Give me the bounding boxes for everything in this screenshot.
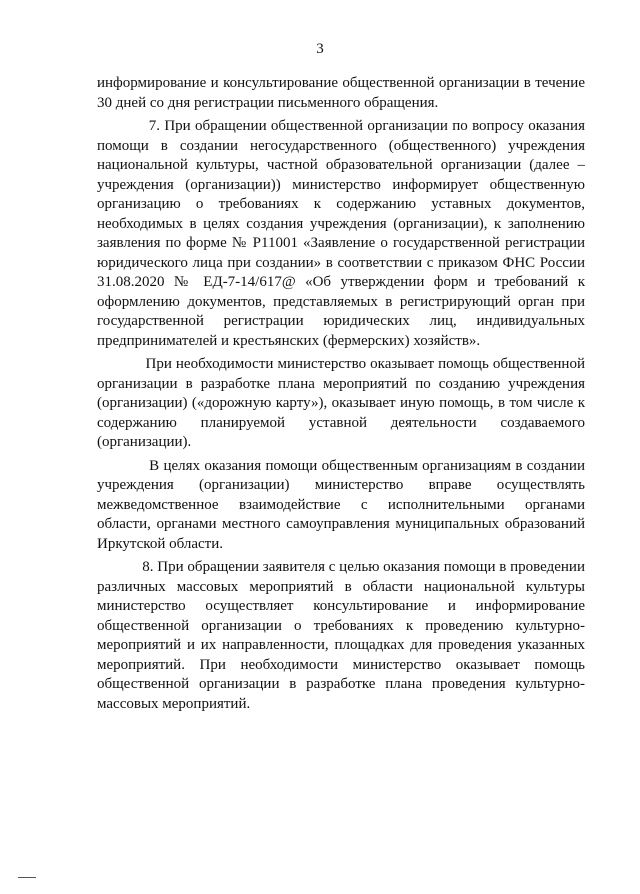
paragraph (97, 117, 585, 351)
text-line: Иркутской области. (97, 535, 223, 552)
paragraph (97, 355, 585, 453)
text-line: 31.08.2020 № ЕД-7-14/617@ «Об утверждении форм и требований к (97, 274, 585, 290)
text-line: В целях оказания помощи общественным организациям в создании (97, 457, 585, 474)
text-line: общественной организации о требованиях к проведению культурно- (97, 617, 585, 634)
text-line: различных массовых мероприятий в области национальной культуры (97, 578, 585, 595)
text-line: массовых мероприятий. (97, 695, 251, 712)
text-line: 30 дней со дня регистрации письменного обращения. (97, 94, 439, 111)
text-line: министерство осуществляет консультирование и информирование (97, 598, 585, 614)
text-line: учреждения (организации)) министерство информирует общественную (97, 176, 585, 193)
text-line: предпринимателей и крестьянских (фермерских) хозяйств». (97, 332, 481, 349)
paragraph (97, 74, 585, 113)
text-line: содержанию планируемой уставной деятельности создаваемого (97, 414, 585, 431)
text-line: юридического лица при создании» в соответствии с приказом ФНС России (97, 254, 585, 271)
text-line: мероприятий и их направленности, площадках для проведения указанных (97, 637, 585, 653)
text-line: помощи в создании негосударственного (общественного) учреждения (97, 137, 585, 154)
text-line: оформлению документов, представляемых в регистрирующий орган при (97, 293, 585, 310)
paragraph (97, 558, 585, 714)
text-line: информирование и консультирование общественной организации в течение (97, 75, 585, 91)
paragraph (97, 457, 585, 555)
text-line: общественной организации в разработке плана проведения культурно- (97, 676, 585, 692)
text-line: мероприятий. При необходимости министерство оказывает помощь (97, 656, 585, 673)
text-line: 8. При обращении заявителя с целью оказания помощи в проведении (97, 559, 585, 575)
document-body (97, 74, 585, 718)
text-line: организации в разработке плана мероприятий по созданию учреждения (97, 375, 585, 392)
text-line: При необходимости министерство оказывает помощь общественной (97, 356, 585, 372)
text-line: (организации). (97, 434, 192, 450)
text-line: необходимых в целях создания учреждения (организации), к заполнению (97, 215, 585, 232)
text-line: учреждения (организации) министерство вправе осуществлять (97, 477, 585, 493)
text-line: национальной культуры, частной образовательной организации (далее – (97, 157, 585, 173)
text-line: организацию о требованиях к содержанию уставных документов, (97, 196, 585, 212)
text-line: заявления по форме № Р11001 «Заявление о государственной регистрации (97, 235, 585, 251)
text-line: 7. При обращении общественной организации по вопросу оказания (97, 118, 585, 134)
text-line: межведомственное взаимодействие с исполнительными органами (97, 496, 585, 513)
text-line: государственной регистрации юридических лиц, индивидуальных (97, 313, 585, 329)
scan-mark (18, 877, 36, 878)
text-line: (организации) («дорожную карту»), оказывает иную помощь, в том числе к (97, 395, 585, 411)
text-line: области, органами местного самоуправления муниципальных образований (97, 516, 585, 532)
page-number: 3 (316, 41, 324, 57)
